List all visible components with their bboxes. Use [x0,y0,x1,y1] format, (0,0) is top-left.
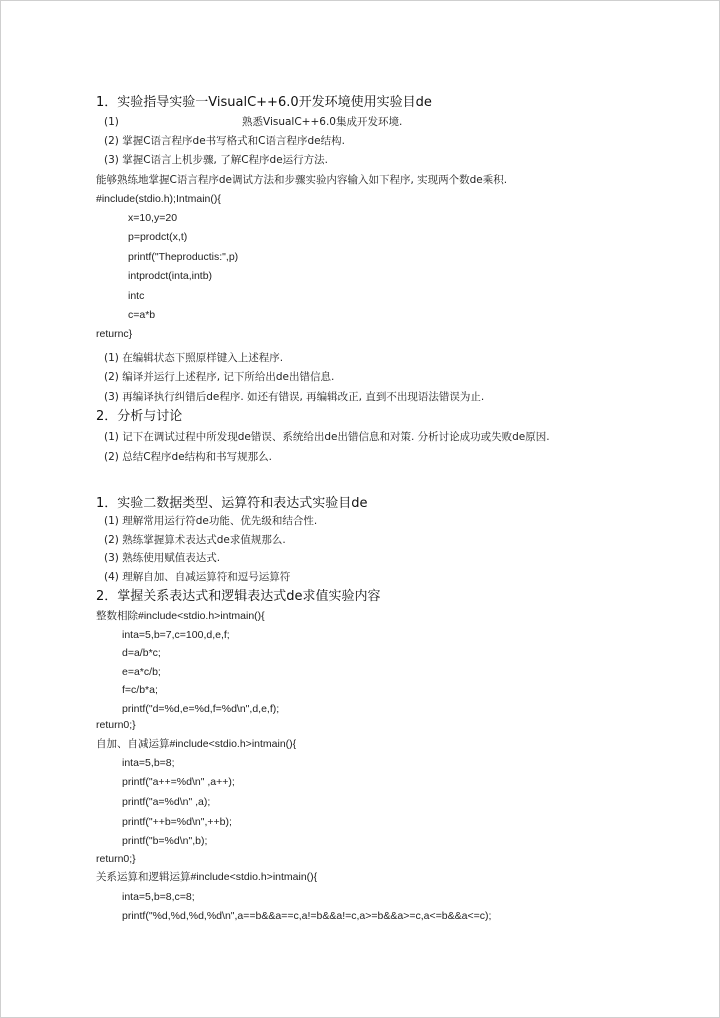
code-block-2-end: return0;} [96,853,136,865]
code-line: #include(stdio.h);Intmain(){ [96,193,221,205]
code-line: printf("a++=%d\n" ,a++); [122,776,235,788]
code-line: inta=5,b=8; [122,757,175,769]
code-block-2-header: 自加、自减运算#include<stdio.h>intmain(){ [96,738,297,750]
code-line: printf("++b=%d\n",++b); [122,816,232,828]
code-block-3-header: 关系运算和逻辑运算#include<stdio.h>intmain(){ [96,871,318,883]
exp1-discussion-item: (1) 记下在调试过程中所发现de错误、系统给出de出错信息和对策. 分析讨论成功或失败de原因. [104,431,550,443]
code-line: printf("%d,%d,%d,%d\n",a==b&&a==c,a!=b&&a!=c,a>=b&&a>=c,a<=b&&a<=c); [122,910,492,922]
code-line: p=prodct(x,t) [128,231,188,243]
exp1-objective-1-number: (1) [104,116,119,128]
code-line: printf("d=%d,e=%d,f=%d\n",d,e,f); [122,703,280,715]
exp1-objective-3: (3) 掌握C语言上机步骤, 了解C程序de运行方法. [104,154,329,166]
code-line: x=10,y=20 [128,212,178,224]
exp2-title-2: 2．掌握关系表达式和逻辑表达式de求值实验内容 [96,589,381,604]
exp2-objective: (2) 熟练掌握算术表达式de求值规那么. [104,534,286,546]
exp1-discussion-title: 2．分析与讨论 [96,409,183,424]
code-line: c=a*b [128,309,156,321]
code-line: inta=5,b=7,c=100,d,e,f; [122,629,230,641]
exp1-objective-1-text: 熟悉VisualC++6.0集成开发环境. [242,116,403,128]
exp2-title: 1．实验二数据类型、运算符和表达式实验目de [96,496,368,511]
exp1-intro: 能够熟练地掌握C语言程序de调试方法和步骤实验内容输入如下程序, 实现两个数de乘积. [96,174,508,186]
exp1-step: (1) 在编辑状态下照原样键入上述程序. [104,352,284,364]
code-line: e=a*c/b; [122,666,161,678]
exp1-step: (3) 再编译执行纠错后de程序. 如还有错误, 再编辑改正, 直到不出现语法错误为止. [104,391,485,403]
code-line: printf("b=%d\n",b); [122,835,208,847]
exp2-objective: (1) 理解常用运行符de功能、优先级和结合性. [104,515,318,527]
code-block-1-header: 整数相除#include<stdio.h>intmain(){ [96,610,265,622]
code-line: printf("Theproductis:",p) [128,251,239,263]
exp2-objective: (4) 理解自加、自减运算符和逗号运算符 [104,571,291,583]
code-line: intc [128,290,145,302]
exp1-discussion-item: (2) 总结C程序de结构和书写规那么. [104,451,273,463]
code-line: f=c/b*a; [122,684,158,696]
code-line: d=a/b*c; [122,647,161,659]
exp2-objective: (3) 熟练使用赋值表达式. [104,552,221,564]
exp1-title: 1．实验指导实验一VisualC++6.0开发环境使用实验目de [96,95,432,110]
code-block-1-end: return0;} [96,719,136,731]
code-line: inta=5,b=8,c=8; [122,891,195,903]
exp1-objective-2: (2) 掌握C语言程序de书写格式和C语言程序de结构. [104,135,345,147]
code-line: printf("a=%d\n" ,a); [122,796,211,808]
exp1-step: (2) 编译并运行上述程序, 记下所给出de出错信息. [104,371,335,383]
code-line: intprodct(inta,intb) [128,270,213,282]
code-line: returnc} [96,328,133,340]
